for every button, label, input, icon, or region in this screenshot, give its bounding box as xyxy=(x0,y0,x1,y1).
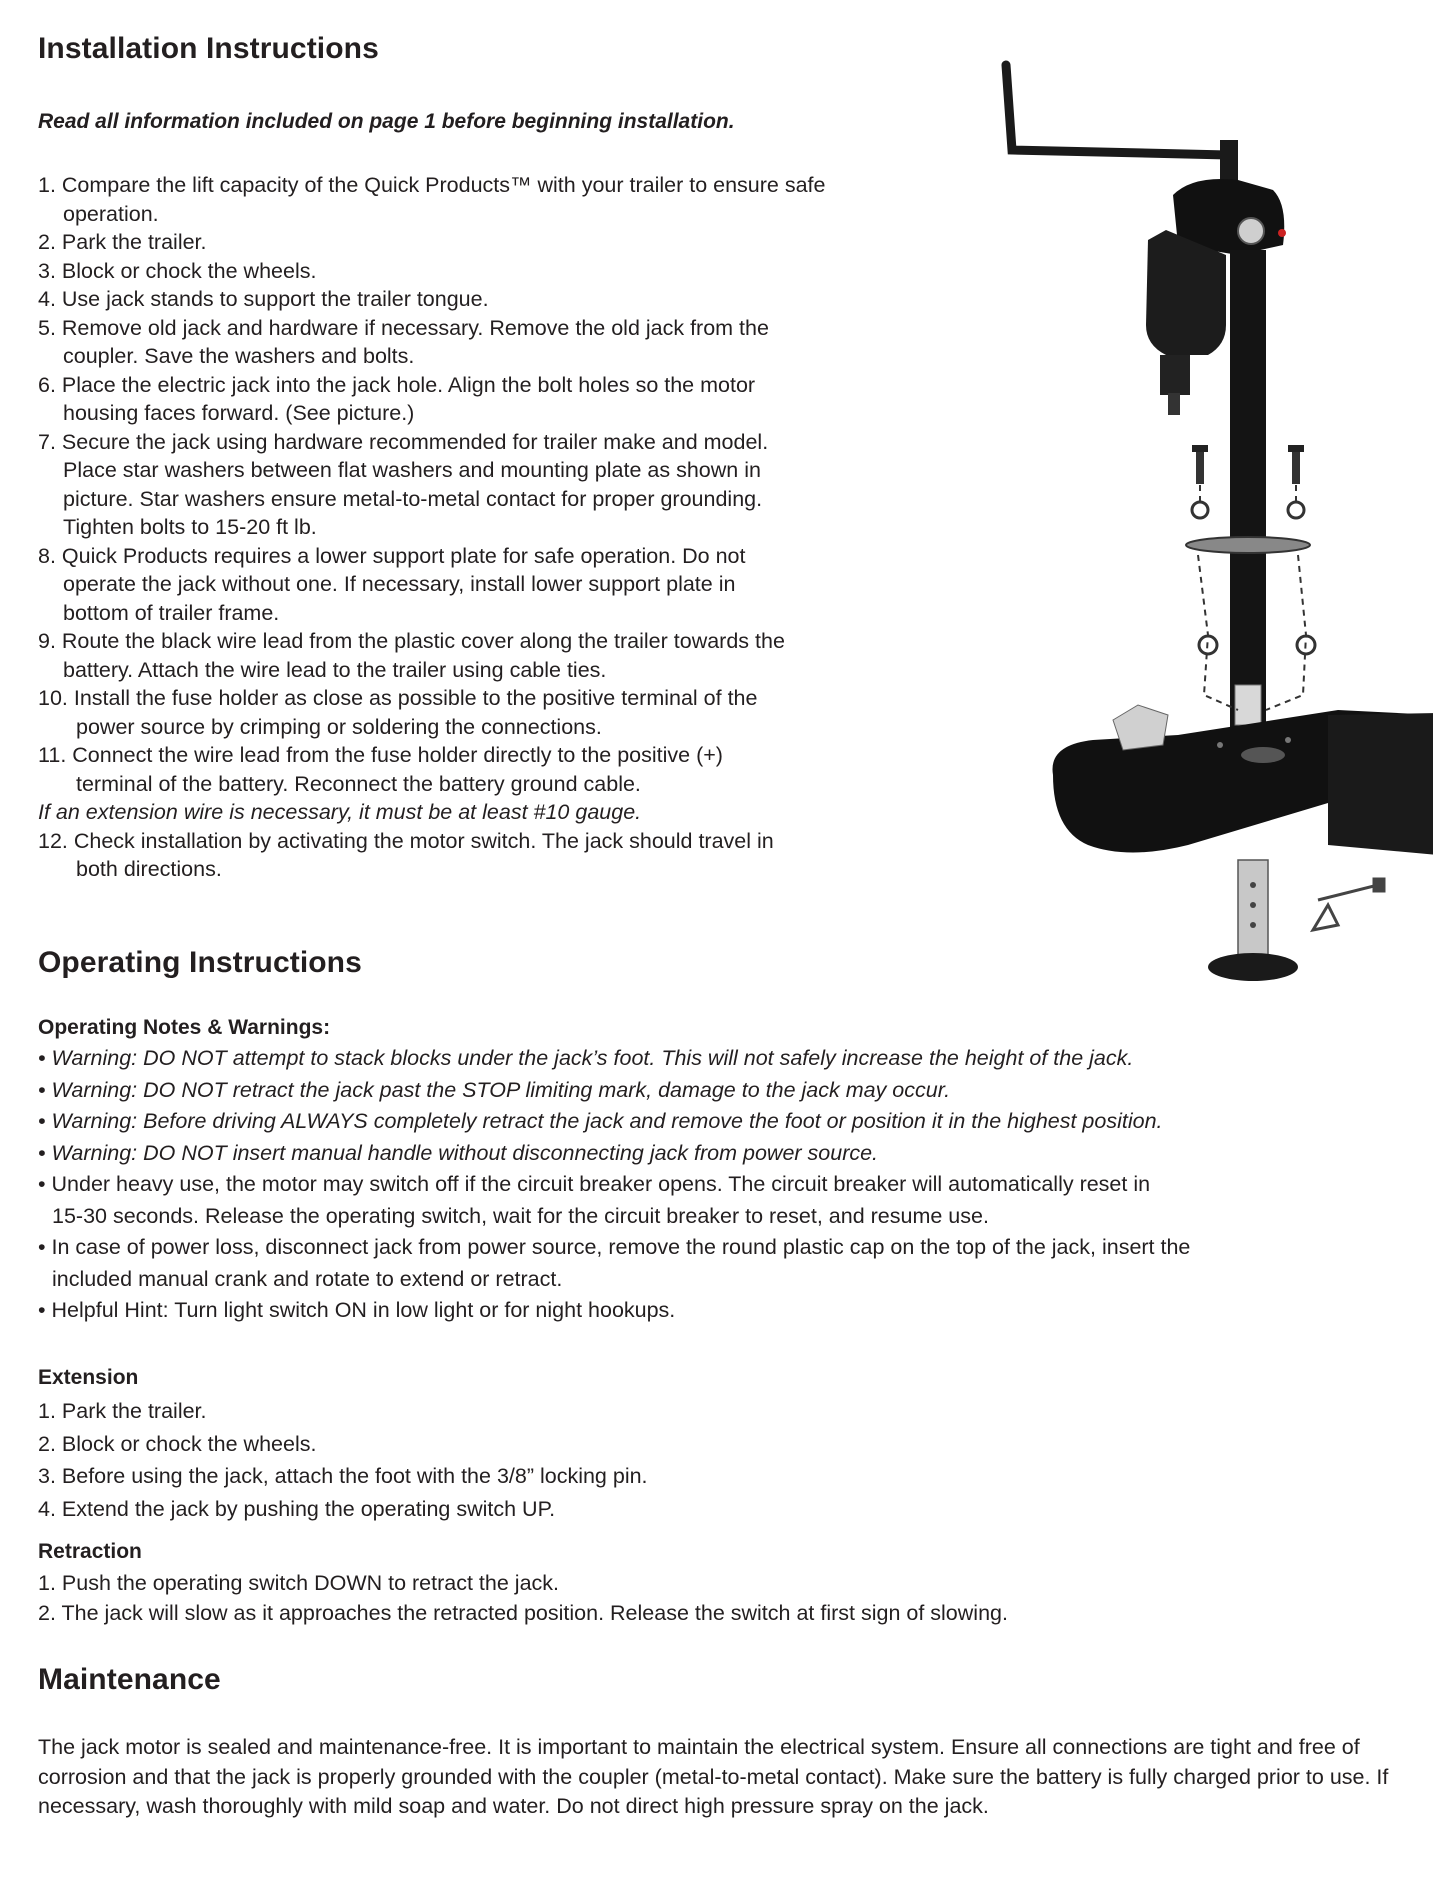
extension-step: 2. Block or chock the wheels. xyxy=(38,1431,317,1456)
extension-step: 3. Before using the jack, attach the foot with the 3/8” locking pin. xyxy=(38,1464,648,1488)
installation-step-line: 5. Remove old jack and hardware if necessary. Remove the old jack from the xyxy=(38,315,769,340)
operating-notes xyxy=(38,1043,1408,1327)
installation-step-line: 6. Place the electric jack into the jack hole. Align the bolt holes so the motor xyxy=(38,372,756,397)
operating-note-line: • Warning: DO NOT attempt to stack blocks under the jack’s foot. This will not safely increase the height of the jack. xyxy=(38,1046,1134,1070)
installation-steps xyxy=(38,171,948,884)
maintenance-title: Maintenance xyxy=(38,1663,221,1696)
operating-note-line: • Warning: DO NOT retract the jack past the STOP limiting mark, damage to the jack may occur. xyxy=(38,1077,951,1102)
extension-step: 4. Extend the jack by pushing the operating switch UP. xyxy=(38,1496,556,1521)
installation-step-line: coupler. Save the washers and bolts. xyxy=(63,344,415,368)
trailer-coupler-frame xyxy=(1053,705,1433,855)
installation-step-line: 4. Use jack stands to support the trailer tongue. xyxy=(38,287,489,311)
retraction-steps xyxy=(38,1569,1008,1628)
installation-step-line: Tighten bolts to 15-20 ft lb. xyxy=(63,515,317,539)
installation-step-line: 10. Install the fuse holder as close as possible to the positive terminal of the xyxy=(38,686,758,710)
installation-step-line: operation. xyxy=(63,201,159,226)
installation-step-line: housing faces forward. (See picture.) xyxy=(63,401,415,425)
operating-note-line: 15-30 seconds. Release the operating switch, wait for the circuit breaker to reset, and resume use. xyxy=(52,1203,989,1228)
installation-intro: Read all information included on page 1 before beginning installation. xyxy=(38,110,735,133)
installation-step-line: 3. Block or chock the wheels. xyxy=(38,258,317,283)
operating-title: Operating Instructions xyxy=(38,946,362,979)
maintenance-body: The jack motor is sealed and maintenance-free. It is important to maintain the electrical system. Ensure all connections are tight and free of corrosion and that the jack is properly grounded with the coupler (metal-to-metal contact). Make sure the battery is fully charged prior to use. If necessary, wash thoroughly with mild soap and water. Do not direct high pressure spray on the jack. xyxy=(38,1735,1389,1818)
installation-step-line: operate the jack without one. If necessary, install lower support plate in xyxy=(63,572,736,596)
jack-installation-illustration xyxy=(998,55,1433,1000)
operating-note-line: included manual crank and rotate to extend or retract. xyxy=(52,1266,563,1291)
mounting-plate xyxy=(1186,537,1310,553)
operating-note-line: • Warning: DO NOT insert manual handle without disconnecting jack from power source. xyxy=(38,1140,879,1165)
extension-step: 1. Park the trailer. xyxy=(38,1399,207,1423)
installation-step-line: 8. Quick Products requires a lower support plate for safe operation. Do not xyxy=(38,543,746,568)
motor-housing xyxy=(1146,230,1226,415)
installation-step-line: 12. Check installation by activating the motor switch. The jack should travel in xyxy=(38,828,774,853)
installation-step-line: 1. Compare the lift capacity of the Quick Products™ with your trailer to ensure safe xyxy=(38,173,826,197)
locking-pin xyxy=(1313,879,1384,930)
installation-step-line: terminal of the battery. Reconnect the battery ground cable. xyxy=(76,771,641,796)
installation-step-line: 11. Connect the wire lead from the fuse holder directly to the positive (+) xyxy=(38,743,723,767)
jack-foot xyxy=(1208,860,1298,981)
retraction-step: 2. The jack will slow as it approaches the retracted position. Release the switch at first sign of slowing. xyxy=(38,1600,1008,1625)
extension-steps xyxy=(38,1395,648,1525)
operating-notes-title: Operating Notes & Warnings: xyxy=(38,1016,331,1039)
installation-step-line: If an extension wire is necessary, it must be at least #10 gauge. xyxy=(38,800,642,824)
jack-inner-tube xyxy=(1235,685,1261,725)
retraction-step: 1. Push the operating switch DOWN to retract the jack. xyxy=(38,1571,559,1595)
installation-title: Installation Instructions xyxy=(38,32,379,65)
installation-step-line: 7. Secure the jack using hardware recommended for trailer make and model. xyxy=(38,429,769,454)
installation-step-line: bottom of trailer frame. xyxy=(63,600,280,625)
extension-title: Extension xyxy=(38,1366,139,1389)
installation-step-line: power source by crimping or soldering the connections. xyxy=(76,714,602,739)
installation-step-line: Place star washers between flat washers and mounting plate as shown in xyxy=(63,458,761,482)
operating-note-line: • In case of power loss, disconnect jack from power source, remove the round plastic cap on the top of the jack, insert the xyxy=(38,1235,1191,1259)
retraction-title: Retraction xyxy=(38,1540,142,1563)
installation-step-line: battery. Attach the wire lead to the trailer using cable ties. xyxy=(63,657,607,682)
installation-step-line: 9. Route the black wire lead from the plastic cover along the trailer towards the xyxy=(38,629,785,653)
jack-tube xyxy=(1230,250,1266,730)
installation-step-line: 2. Park the trailer. xyxy=(38,230,207,254)
installation-step-line: both directions. xyxy=(76,857,222,881)
operating-note-line: • Under heavy use, the motor may switch off if the circuit breaker opens. The circuit breaker will automatically reset in xyxy=(38,1172,1151,1196)
installation-step-line: picture. Star washers ensure metal-to-metal contact for proper grounding. xyxy=(63,486,763,511)
operating-note-line: • Helpful Hint: Turn light switch ON in low light or for night hookups. xyxy=(38,1298,676,1322)
operating-note-line: • Warning: Before driving ALWAYS completely retract the jack and remove the foot or position it in the highest position. xyxy=(38,1109,1163,1133)
